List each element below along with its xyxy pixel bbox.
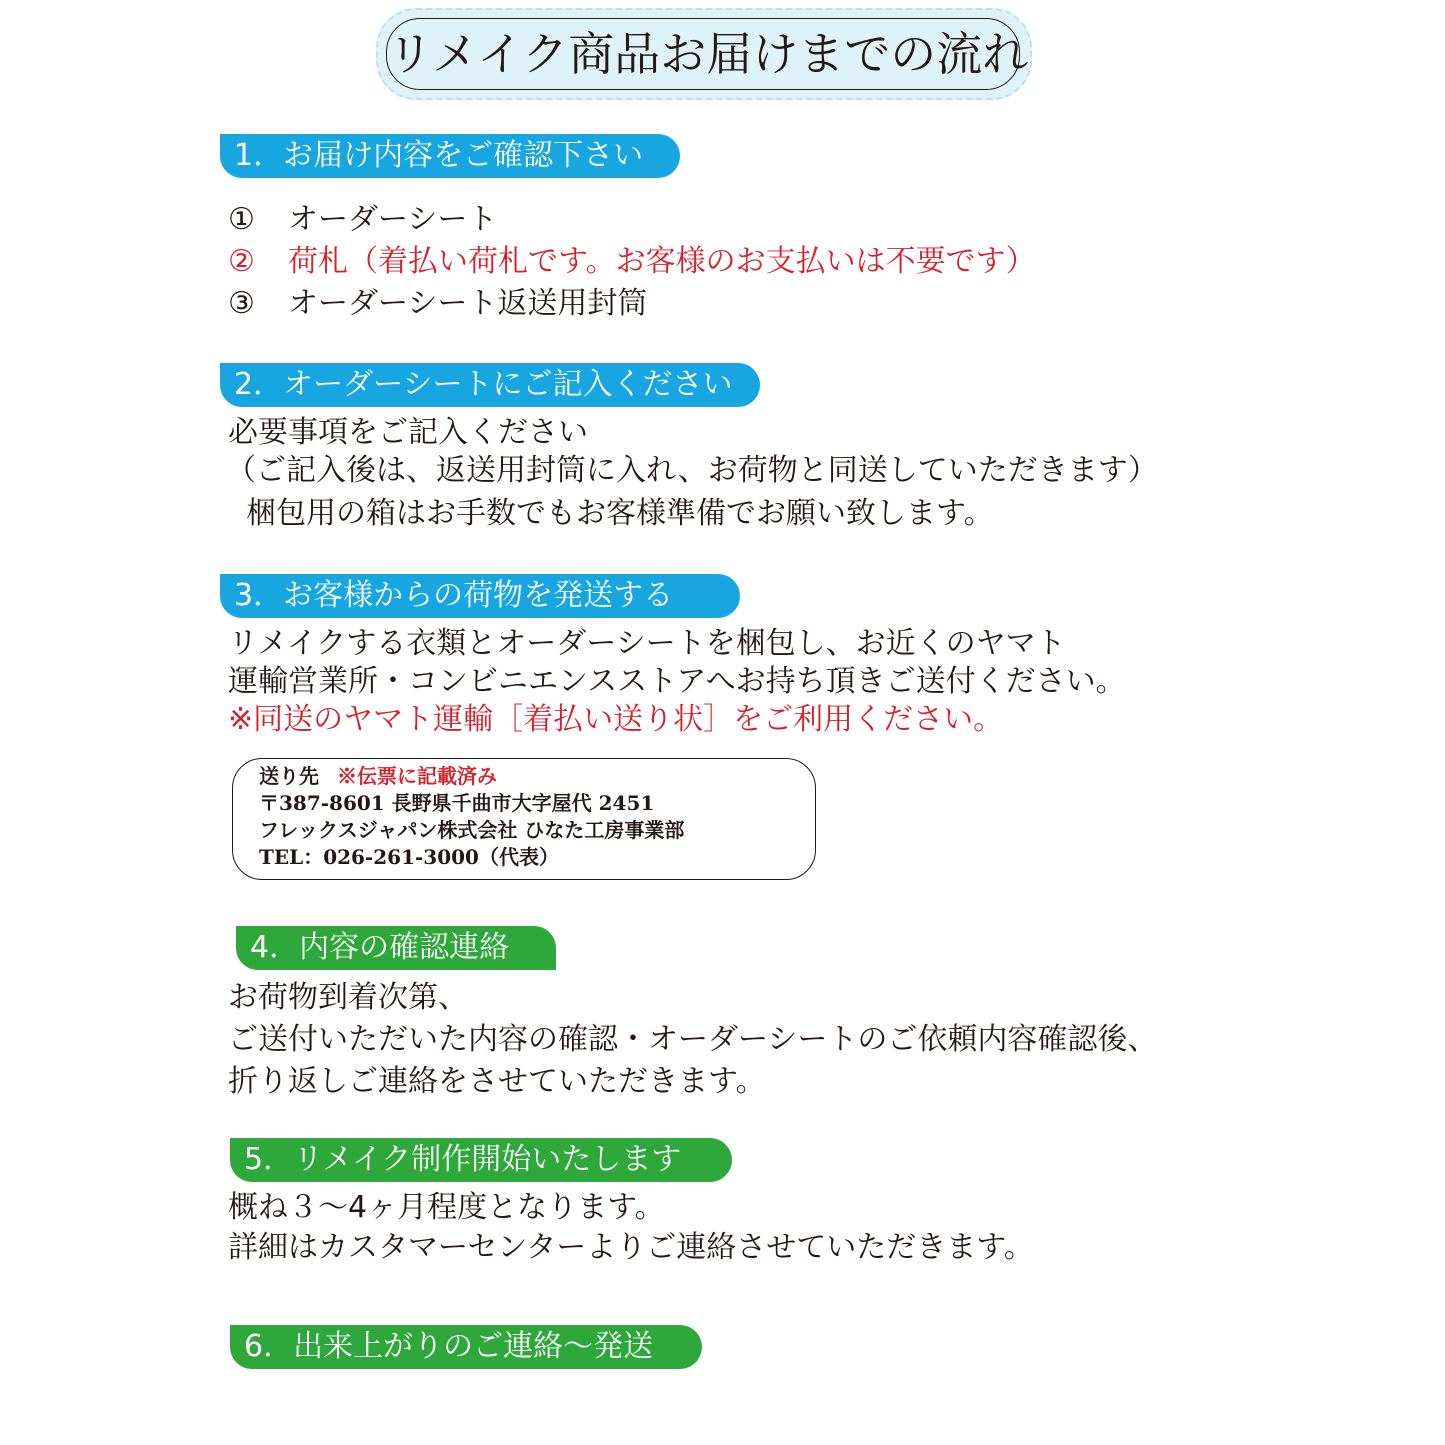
- section-3-heading: 3．お客様からの荷物を発送する: [220, 574, 740, 618]
- section-5-heading: 5．リメイク制作開始いたします: [230, 1138, 732, 1182]
- body-line: （ご記入後は、返送用封筒に入れ、お荷物と同送していただきます）: [226, 453, 1158, 488]
- list-item: [228, 200, 497, 240]
- item-marker: ①: [228, 202, 255, 237]
- body-line-warning: ※同送のヤマト運輸［着払い送り状］をご利用ください。: [228, 702, 1004, 737]
- list-item: [228, 284, 647, 324]
- body-line: 必要事項をご記入ください: [228, 415, 588, 450]
- postal-address: 〒387-8601 長野県千曲市大字屋代 2451: [259, 791, 655, 815]
- company-name: フレックスジャパン株式会社 ひなた工房事業部: [259, 818, 685, 842]
- body-line: リメイクする衣類とオーダーシートを梱包し、お近くのヤマト: [228, 626, 1066, 661]
- body-line: 梱包用の箱はお手数でもお客様準備でお願い致します。: [246, 496, 994, 531]
- section-4-heading: 4．内容の確認連絡: [236, 926, 556, 970]
- shipping-address-box: [232, 758, 816, 880]
- item-marker: ③: [228, 286, 255, 321]
- body-line: 折り返しご連絡をさせていただきます。: [228, 1064, 766, 1099]
- item-text: オーダーシート返送用封筒: [288, 286, 648, 321]
- list-item: [228, 242, 1036, 282]
- telephone: TEL：026-261-3000（代表）: [259, 845, 559, 869]
- address-label: 送り先: [259, 764, 319, 788]
- item-text: オーダーシート: [288, 202, 498, 237]
- section-1-heading: 1．お届け内容をご確認下さい: [220, 134, 680, 178]
- item-text: 荷札（着払い荷札です。お客様のお支払いは不要です）: [288, 244, 1036, 279]
- body-line: ご送付いただいた内容の確認・オーダーシートのご依頼内容確認後、: [228, 1022, 1158, 1057]
- body-line: 運輸営業所・コンビニエンスストアへお持ち頂きご送付ください。: [228, 664, 1126, 699]
- section-6-heading: 6．出来上がりのご連絡～発送: [230, 1325, 702, 1369]
- section-2-heading: 2．オーダーシートにご記入ください: [220, 363, 760, 407]
- page-title: リメイク商品お届けまでの流れ: [386, 18, 1020, 90]
- address-label-row: [259, 763, 815, 790]
- body-line: 詳細はカスタマーセンターよりご連絡させていただきます。: [228, 1230, 1034, 1265]
- address-note: ※伝票に記載済み: [337, 764, 497, 788]
- item-marker: ②: [228, 244, 255, 279]
- body-line: お荷物到着次第、: [228, 980, 468, 1015]
- body-line: 概ね３～4ヶ月程度となります。: [228, 1190, 665, 1225]
